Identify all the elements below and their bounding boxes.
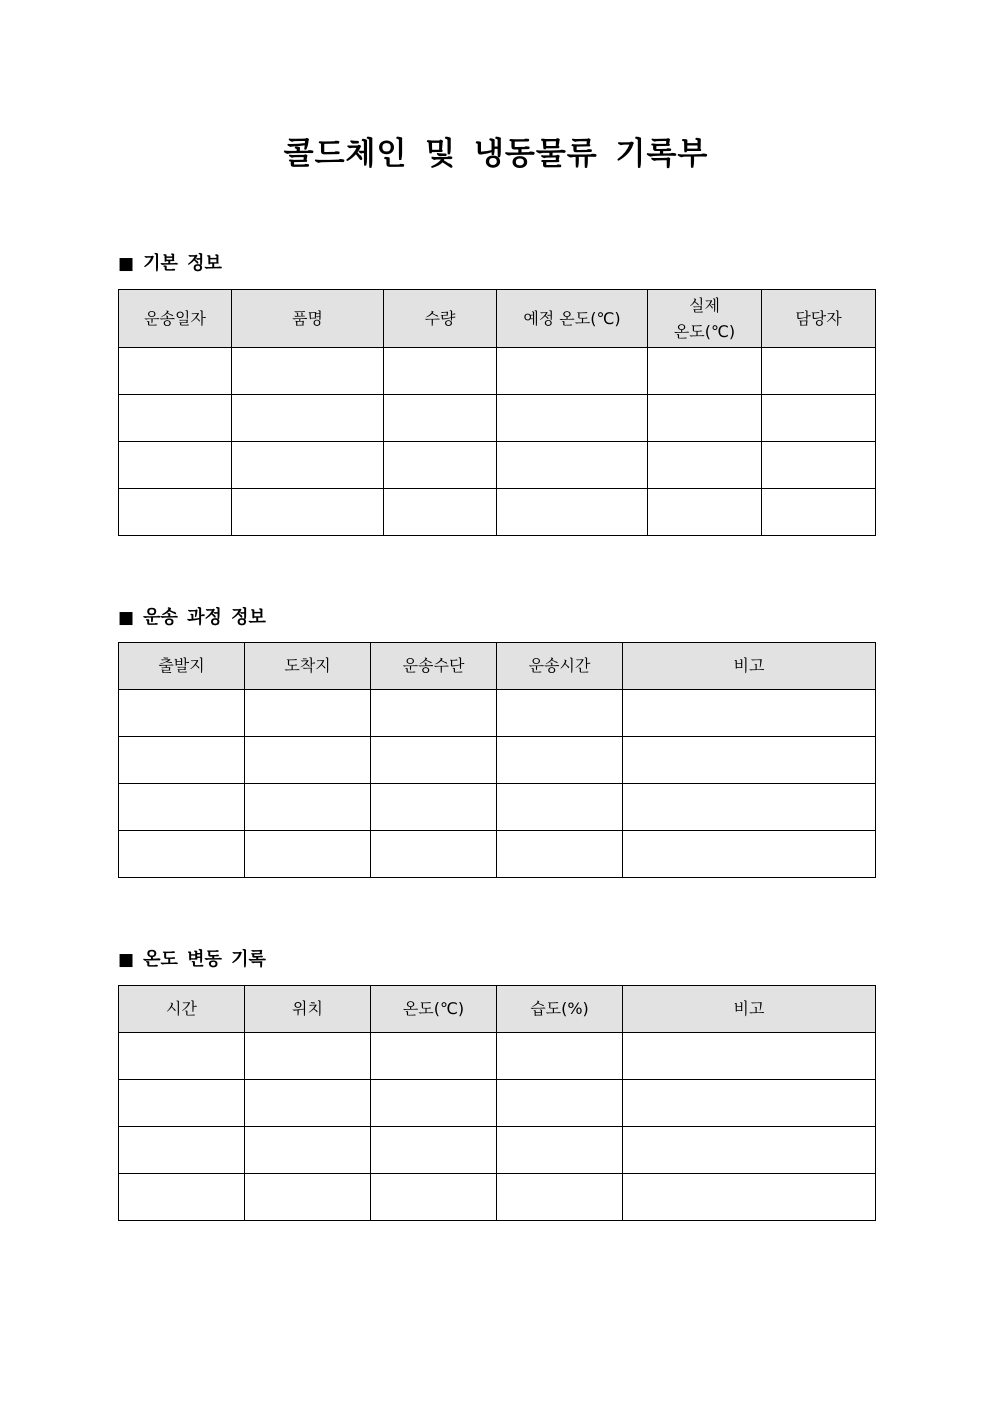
table-row	[119, 442, 876, 489]
column-header-transport-mode: 운송수단	[371, 643, 497, 690]
column-header-manager: 담당자	[762, 290, 876, 348]
column-header-item-name: 품명	[232, 290, 384, 348]
table-cell-blank[interactable]	[232, 489, 384, 536]
table-cell-blank[interactable]	[497, 737, 623, 784]
table-row	[119, 1033, 876, 1080]
table-cell-blank[interactable]	[623, 737, 876, 784]
basic-info-table-body	[119, 348, 876, 536]
table-cell-blank[interactable]	[384, 489, 497, 536]
table-cell-blank[interactable]	[623, 1033, 876, 1080]
table-cell-blank[interactable]	[497, 1127, 623, 1174]
table-cell-blank[interactable]	[119, 784, 245, 831]
table-row	[119, 737, 876, 784]
table-cell-blank[interactable]	[245, 1127, 371, 1174]
column-header-departure: 출발지	[119, 643, 245, 690]
table-row	[119, 348, 876, 395]
table-cell-blank[interactable]	[762, 395, 876, 442]
column-header-planned-temp: 예정 온도(℃)	[497, 290, 648, 348]
table-cell-blank[interactable]	[371, 831, 497, 878]
table-cell-blank[interactable]	[623, 1127, 876, 1174]
column-header-quantity: 수량	[384, 290, 497, 348]
table-cell-blank[interactable]	[119, 1080, 245, 1127]
table-cell-blank[interactable]	[497, 831, 623, 878]
table-cell-blank[interactable]	[119, 348, 232, 395]
column-header-temperature: 온도(℃)	[371, 986, 497, 1033]
table-cell-blank[interactable]	[623, 831, 876, 878]
table-cell-blank[interactable]	[371, 784, 497, 831]
table-cell-blank[interactable]	[623, 784, 876, 831]
document-title: 콜드체인 및 냉동물류 기록부	[283, 136, 709, 172]
table-cell-blank[interactable]	[384, 395, 497, 442]
table-cell-blank[interactable]	[119, 690, 245, 737]
column-header-remarks: 비고	[623, 643, 876, 690]
section-heading-basic-info	[118, 252, 222, 276]
table-cell-blank[interactable]	[371, 690, 497, 737]
table-row	[119, 1174, 876, 1221]
table-row	[119, 784, 876, 831]
table-cell-blank[interactable]	[384, 348, 497, 395]
table-cell-blank[interactable]	[384, 442, 497, 489]
table-cell-blank[interactable]	[232, 442, 384, 489]
column-header-destination: 도착지	[245, 643, 371, 690]
section-heading-label: 온도 변동 기록	[143, 949, 266, 970]
table-row	[119, 1127, 876, 1174]
table-cell-blank[interactable]	[245, 831, 371, 878]
table-cell-blank[interactable]	[648, 348, 762, 395]
table-cell-blank[interactable]	[497, 442, 648, 489]
table-cell-blank[interactable]	[245, 737, 371, 784]
table-cell-blank[interactable]	[119, 831, 245, 878]
table-cell-blank[interactable]	[623, 690, 876, 737]
table-cell-blank[interactable]	[245, 1033, 371, 1080]
column-header-transport-time: 운송시간	[497, 643, 623, 690]
table-cell-blank[interactable]	[232, 395, 384, 442]
table-cell-blank[interactable]	[762, 489, 876, 536]
table-cell-blank[interactable]	[497, 395, 648, 442]
table-cell-blank[interactable]	[371, 1127, 497, 1174]
table-header-row	[119, 290, 876, 348]
temperature-log-table	[118, 985, 876, 1221]
table-row	[119, 489, 876, 536]
section-heading-label: 운송 과정 정보	[143, 607, 266, 628]
table-cell-blank[interactable]	[245, 1174, 371, 1221]
basic-info-table	[118, 289, 876, 536]
table-cell-blank[interactable]	[245, 690, 371, 737]
table-cell-blank[interactable]	[119, 1033, 245, 1080]
table-cell-blank[interactable]	[245, 784, 371, 831]
table-row	[119, 690, 876, 737]
table-cell-blank[interactable]	[497, 489, 648, 536]
table-row	[119, 395, 876, 442]
table-cell-blank[interactable]	[232, 348, 384, 395]
table-cell-blank[interactable]	[762, 442, 876, 489]
transport-process-table-body	[119, 690, 876, 878]
table-cell-blank[interactable]	[371, 1174, 497, 1221]
column-header-time: 시간	[119, 986, 245, 1033]
table-cell-blank[interactable]	[497, 690, 623, 737]
table-cell-blank[interactable]	[119, 1174, 245, 1221]
column-header-remarks: 비고	[623, 986, 876, 1033]
table-cell-blank[interactable]	[497, 1033, 623, 1080]
table-cell-blank[interactable]	[371, 1080, 497, 1127]
table-cell-blank[interactable]	[371, 1033, 497, 1080]
square-bullet-icon: ■	[118, 608, 135, 628]
table-cell-blank[interactable]	[119, 395, 232, 442]
table-cell-blank[interactable]	[245, 1080, 371, 1127]
table-cell-blank[interactable]	[648, 442, 762, 489]
column-header-actual-temp: 실제 온도(℃)	[648, 290, 762, 348]
table-cell-blank[interactable]	[119, 737, 245, 784]
table-cell-blank[interactable]	[762, 348, 876, 395]
column-header-location: 위치	[245, 986, 371, 1033]
table-cell-blank[interactable]	[648, 395, 762, 442]
table-cell-blank[interactable]	[648, 489, 762, 536]
table-cell-blank[interactable]	[371, 737, 497, 784]
square-bullet-icon: ■	[118, 950, 135, 970]
table-row	[119, 831, 876, 878]
table-header-row	[119, 986, 876, 1033]
section-heading-label: 기본 정보	[143, 253, 222, 274]
temperature-log-table-body	[119, 1033, 876, 1221]
table-header-row	[119, 643, 876, 690]
table-cell-blank[interactable]	[119, 442, 232, 489]
column-header-transport-date: 운송일자	[119, 290, 232, 348]
square-bullet-icon: ■	[118, 254, 135, 274]
table-row	[119, 1080, 876, 1127]
column-header-humidity: 습도(%)	[497, 986, 623, 1033]
section-heading-transport-process	[118, 606, 266, 630]
table-cell-blank[interactable]	[497, 1080, 623, 1127]
table-cell-blank[interactable]	[497, 1174, 623, 1221]
transport-process-table	[118, 642, 876, 878]
table-cell-blank[interactable]	[119, 1127, 245, 1174]
table-cell-blank[interactable]	[623, 1080, 876, 1127]
table-cell-blank[interactable]	[497, 784, 623, 831]
table-cell-blank[interactable]	[119, 489, 232, 536]
section-heading-temperature-log	[118, 948, 266, 972]
table-cell-blank[interactable]	[623, 1174, 876, 1221]
table-cell-blank[interactable]	[497, 348, 648, 395]
